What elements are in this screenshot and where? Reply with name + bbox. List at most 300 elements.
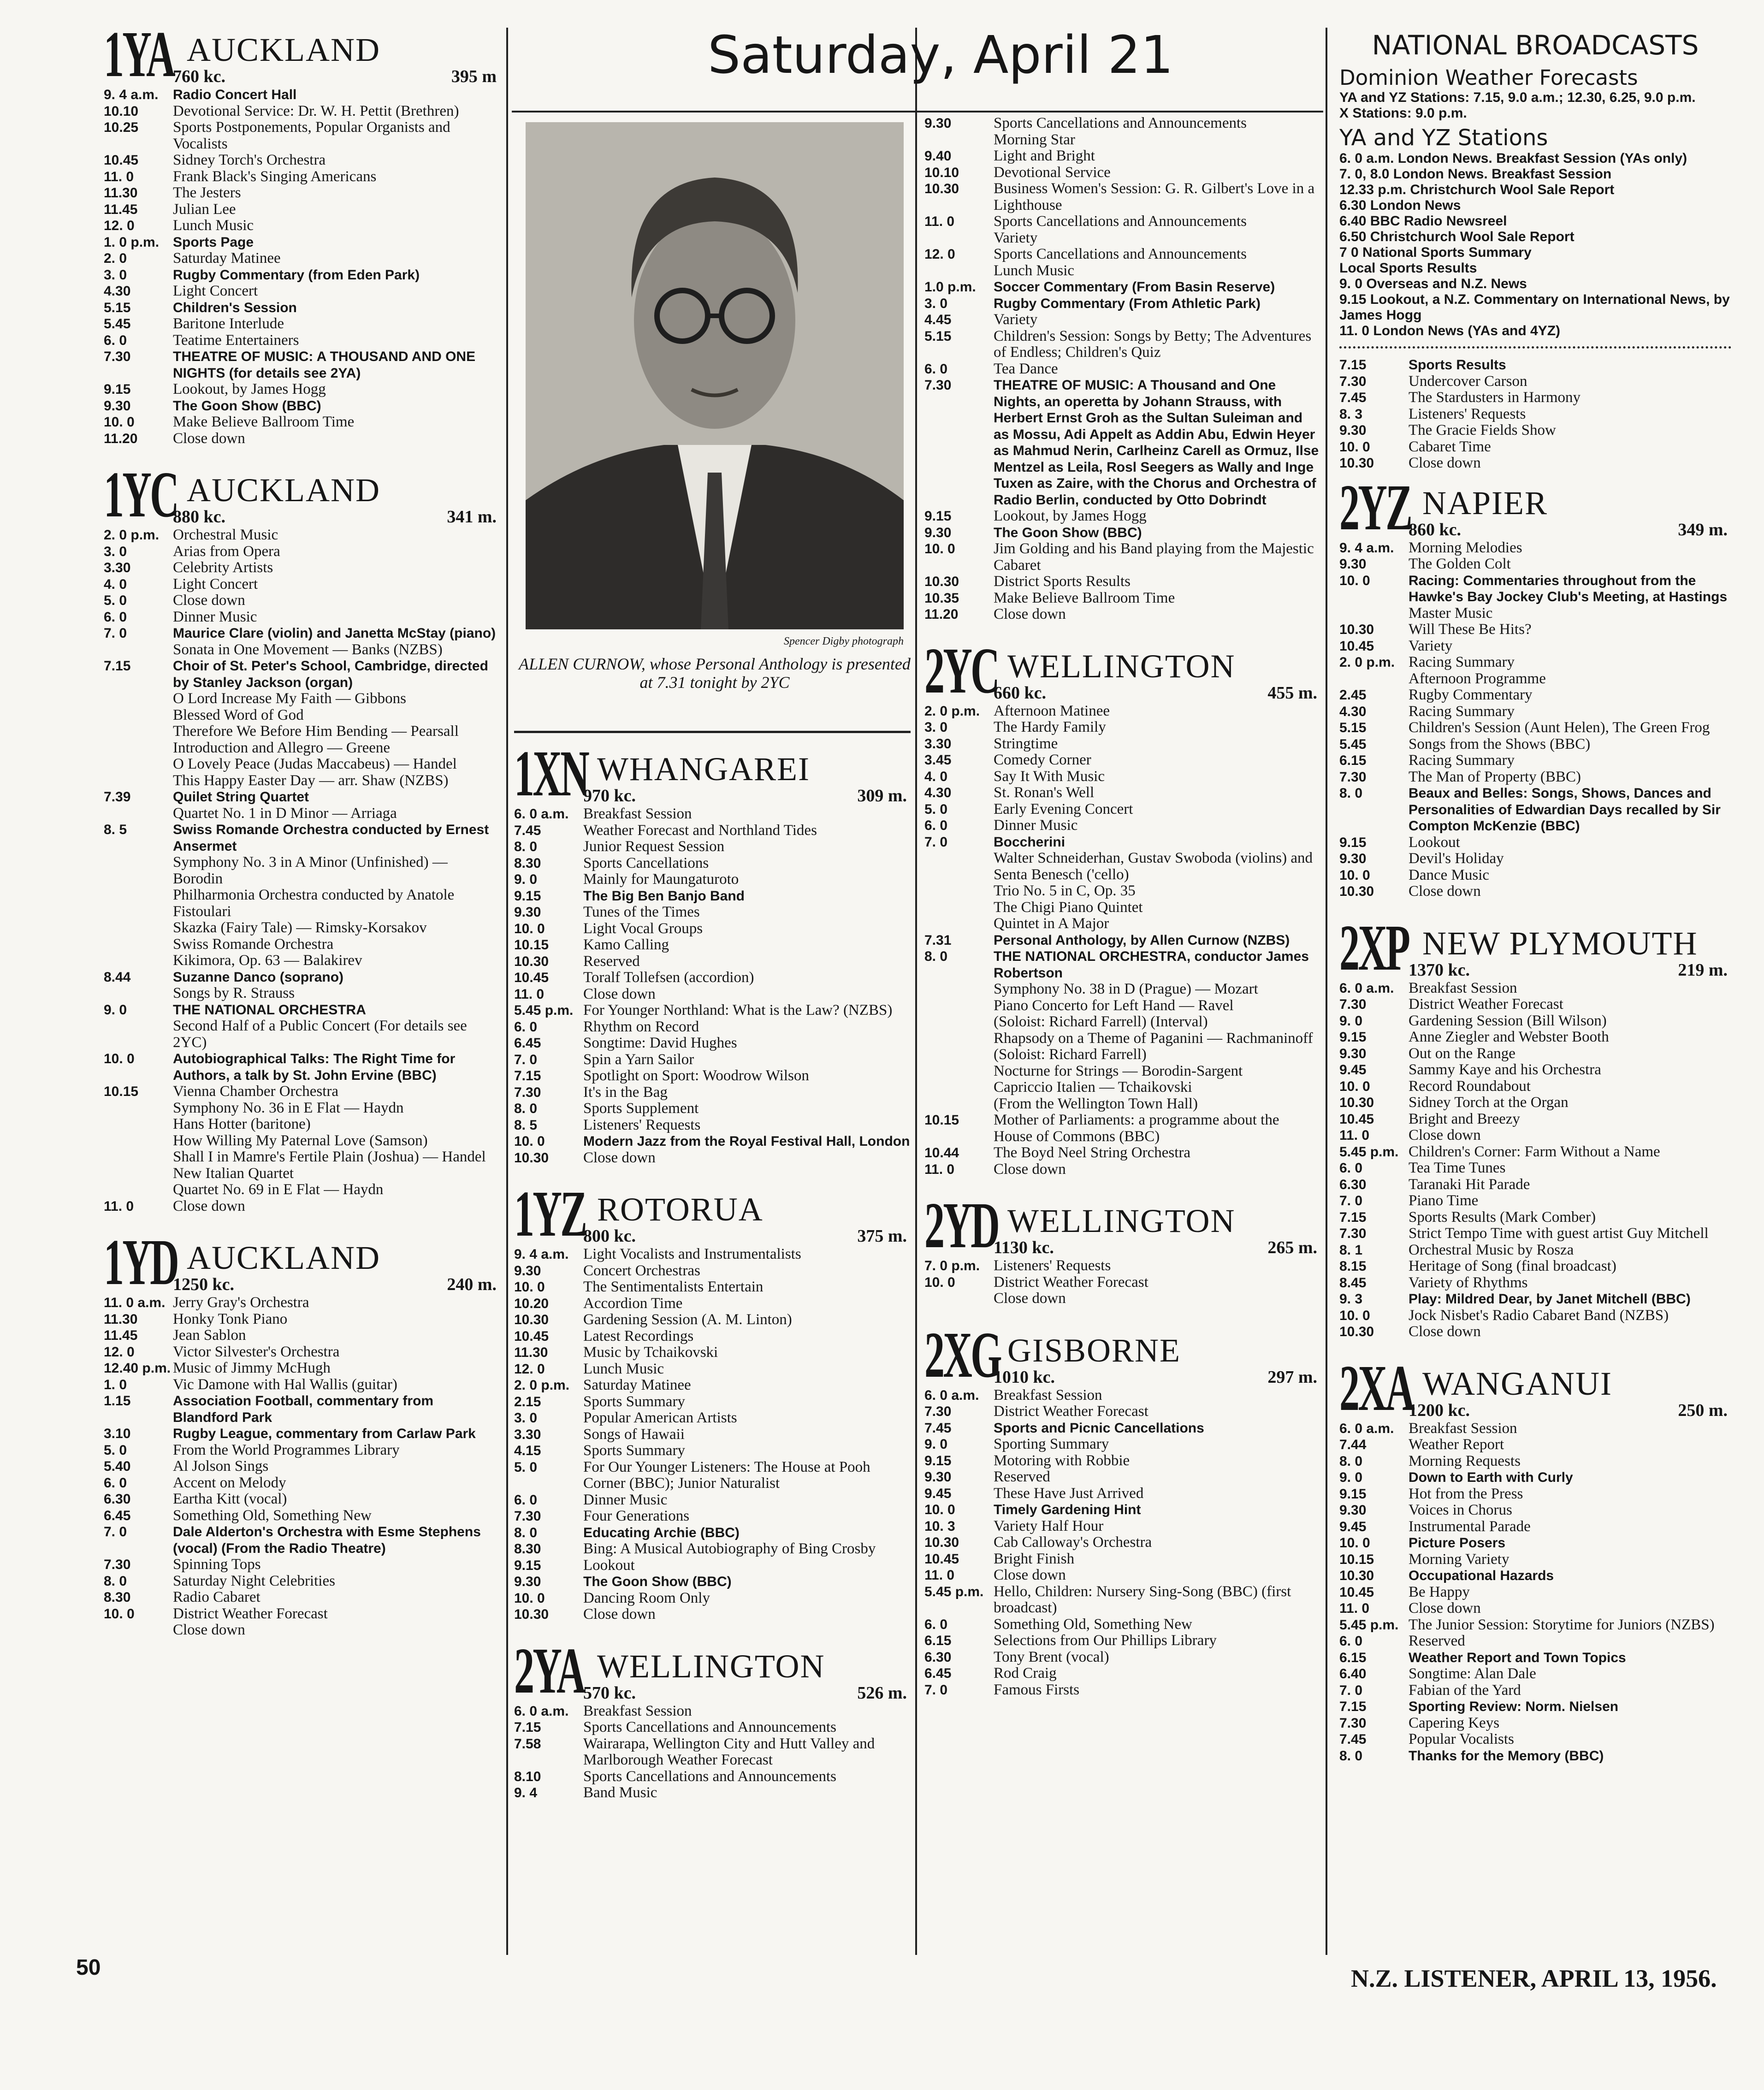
program-entry (924, 1584, 1321, 1616)
program-entry (514, 1263, 911, 1279)
program-title: Sports Cancellations and Announcements (583, 1768, 836, 1785)
program-entry (1339, 622, 1731, 638)
program-entry (514, 1150, 911, 1166)
program-entry (924, 916, 1321, 932)
program-title: Quartet No. 1 in D Minor — Arriaga (173, 805, 397, 822)
program-entry (924, 1096, 1321, 1113)
program-entry (104, 267, 500, 284)
program-time (104, 773, 173, 789)
program-title: Sports Cancellations and Announcements (583, 1719, 836, 1735)
program-time (924, 263, 994, 279)
program-entry (924, 246, 1321, 263)
program-time: 6. 0 (104, 609, 127, 625)
station-header (514, 738, 911, 810)
program-time: 8. 3 (1339, 406, 1363, 422)
program-title: Symphony No. 36 in E Flat — Haydn (173, 1099, 404, 1116)
station-city: ROTORUA (597, 1191, 764, 1228)
ya-line: 9. 0 Overseas and N.Z. News (1339, 276, 1527, 291)
program-time: 7. 0 (104, 626, 127, 641)
program-title: District Weather Forecast (173, 1605, 328, 1622)
program-entry (104, 1442, 500, 1459)
program-time: 8. 0 (924, 949, 948, 964)
program-entry (514, 1785, 911, 1801)
program-title: Dinner Music (173, 608, 257, 625)
program-title: How Willing My Paternal Love (Samson) (173, 1132, 428, 1149)
station-2ya (514, 1634, 911, 1813)
program-entry (104, 936, 500, 953)
program-entry (514, 1427, 911, 1443)
program-time: 6. 0 (1339, 1634, 1363, 1649)
program-entry (514, 1002, 911, 1019)
program-title: Will These Be Hits? (1409, 621, 1532, 638)
program-time: 9.30 (1339, 557, 1367, 572)
program-title: Radio Cabaret (173, 1589, 260, 1605)
program-entry (924, 328, 1321, 361)
program-entry (104, 789, 500, 805)
program-title: O Lord Increase My Faith — Gibbons (173, 690, 406, 707)
program-time: 6.30 (1339, 1177, 1367, 1192)
program-title: For Younger Northland: What is the Law? (NZBS) (583, 1002, 893, 1018)
program-title: Orchestral Music (173, 527, 278, 543)
program-title: Occupational Hazards (1409, 1568, 1554, 1583)
program-title: Light Vocalists and Instrumentalists (583, 1246, 801, 1262)
program-time: 10. 0 (514, 1590, 545, 1606)
portrait-image (526, 122, 904, 629)
program-entry (104, 250, 500, 267)
program-title: Sports Supplement (583, 1100, 699, 1117)
program-title: Reserved (994, 1468, 1050, 1485)
program-time: 11.20 (924, 607, 959, 622)
program-title: Sports Postponements, Popular Organists and Vocalists (173, 119, 450, 152)
program-entry (924, 1469, 1321, 1486)
program-title: The Stardusters in Harmony (1409, 389, 1581, 406)
program-entry (104, 1458, 500, 1475)
program-title: Down to Earth with Curly (1409, 1470, 1573, 1485)
program-entry (924, 1030, 1321, 1047)
program-title: Famous Firsts (994, 1681, 1080, 1698)
program-entry (514, 921, 911, 937)
program-time: 10. 0 (514, 1134, 545, 1149)
program-time: 9.45 (1339, 1519, 1367, 1534)
program-entry (104, 1083, 500, 1100)
program-time: 7.30 (104, 1557, 131, 1572)
station-callsign: 1YC (104, 458, 178, 531)
program-time: 10.10 (924, 165, 959, 180)
station-2xp (1339, 911, 1731, 1352)
program-title: Anne Ziegler and Webster Booth (1409, 1029, 1609, 1045)
program-title: Bright Finish (994, 1550, 1075, 1567)
program-title: Nocturne for Strings — Borodin-Sargent (994, 1062, 1243, 1079)
station-city: NEW PLYMOUTH (1422, 924, 1698, 962)
program-entry (1339, 455, 1731, 472)
program-title: The Jesters (173, 184, 241, 201)
program-entry (1339, 1193, 1731, 1209)
program-time: 5. 0 (104, 593, 127, 608)
program-time: 10.35 (924, 590, 959, 606)
program-title: Reserved (583, 953, 640, 970)
program-title: Songs from the Shows (BBC) (1409, 735, 1591, 752)
program-time: 4. 0 (924, 769, 948, 784)
ya-line: 9.15 Lookout, a N.Z. Commentary on International News, by James Hogg (1339, 292, 1730, 323)
program-time: 8. 0 (104, 1573, 127, 1589)
program-title: Baritone Interlude (173, 315, 284, 332)
station-header (924, 1318, 1321, 1391)
program-entry (514, 1117, 911, 1134)
program-time: 10. 0 (924, 541, 955, 557)
program-time (104, 1622, 173, 1639)
program-time: 9. 0 (1339, 1470, 1363, 1485)
program-time: 10.30 (1339, 1568, 1374, 1583)
station-frequency (994, 683, 1321, 703)
ya-line: 7. 0, 8.0 London News. Breakfast Session (1339, 166, 1612, 182)
program-entry (514, 1296, 911, 1312)
program-title: Bright and Breezy (1409, 1110, 1520, 1127)
program-title: Music by Tchaikovski (583, 1344, 718, 1361)
program-time: 10.10 (104, 103, 139, 119)
program-title: Rhapsody on a Theme of Paganini — Rachmaninoff (994, 1030, 1313, 1047)
program-title: Spin a Yarn Sailor (583, 1051, 694, 1068)
program-title: Breakfast Session (994, 1386, 1102, 1403)
program-time: 3.45 (924, 752, 952, 768)
program-time: 11.45 (104, 1328, 138, 1343)
program-entry (514, 1101, 911, 1117)
program-time: 9.15 (1339, 1486, 1367, 1502)
program-entry (104, 691, 500, 707)
weather-line: X Stations: 9.0 p.m. (1339, 106, 1467, 121)
station-kc: 1010 kc. (994, 1367, 1055, 1387)
program-title: Jock Nisbet's Radio Cabaret Band (NZBS) (1409, 1307, 1669, 1324)
station-wavelength: 240 m. (447, 1275, 497, 1294)
program-title: Hans Hotter (baritone) (173, 1116, 311, 1132)
program-time (104, 953, 173, 969)
station-kc: 1370 kc. (1409, 960, 1470, 980)
program-title: Lunch Music (994, 262, 1075, 279)
program-time: 10.45 (1339, 1584, 1374, 1600)
program-title: Listeners' Requests (583, 1116, 701, 1133)
program-entry (514, 1052, 911, 1068)
program-title: Strict Tempo Time with guest artist Guy Mitchell (1409, 1225, 1709, 1242)
program-title: Rhythm on Record (583, 1018, 699, 1035)
program-entry (104, 576, 500, 593)
program-title: District Weather Forecast (994, 1403, 1148, 1420)
program-time: 9. 3 (1339, 1291, 1363, 1307)
program-entry (924, 1161, 1321, 1178)
program-title: Make Believe Ballroom Time (994, 589, 1175, 606)
program-time: 3.30 (924, 736, 952, 752)
program-time: 10.30 (1339, 1095, 1374, 1110)
program-time: 6.45 (514, 1036, 541, 1051)
program-title: Sports Cancellations and Announcements (994, 246, 1247, 262)
program-time: 6. 0 (924, 818, 948, 833)
program-title: Lookout, by James Hogg (173, 381, 326, 397)
station-callsign: 2XP (1339, 911, 1409, 984)
program-title: Close down (173, 430, 245, 447)
program-time: 6.45 (104, 1508, 131, 1523)
program-time: 8.30 (514, 1541, 541, 1557)
program-title: Introduction and Allegro — Greene (173, 739, 391, 756)
station-header (104, 18, 500, 90)
column-rule (915, 28, 917, 1955)
station-header (1339, 470, 1731, 544)
program-title: Light Concert (173, 575, 258, 592)
program-title: Children's Session (173, 300, 297, 315)
program-title: Children's Session (Aunt Helen), The Green Frog (1409, 719, 1710, 736)
program-time (924, 1030, 994, 1047)
ya-line: 11. 0 London News (YAs and 4YZ) (1339, 323, 1561, 338)
program-entry (104, 920, 500, 936)
program-time (924, 900, 994, 916)
program-time: 10.45 (514, 970, 549, 985)
program-entry (104, 723, 500, 740)
program-time: 8. 0 (514, 1525, 538, 1540)
program-entry (924, 1420, 1321, 1437)
program-time: 10. 0 (514, 1279, 545, 1295)
program-time: 11.30 (514, 1345, 548, 1360)
program-time: 4.15 (514, 1443, 541, 1458)
program-time: 9.30 (1339, 1046, 1367, 1061)
station-2yc (924, 634, 1321, 1190)
program-time (104, 985, 173, 1002)
program-title: Close down (583, 1149, 656, 1166)
program-title: These Have Just Arrived (994, 1485, 1144, 1502)
program-title: Voices in Chorus (1409, 1502, 1512, 1518)
program-title: Undercover Carson (1409, 373, 1527, 390)
program-entry (1339, 785, 1731, 835)
program-entry (104, 740, 500, 757)
program-title: Teatime Entertainers (173, 332, 299, 349)
program-title: Morning Melodies (1409, 539, 1522, 556)
program-title: Listeners' Requests (994, 1257, 1111, 1274)
program-title: Songtime: David Hughes (583, 1035, 737, 1051)
station-kc: 660 kc. (994, 683, 1046, 703)
program-time: 8.45 (1339, 1275, 1367, 1291)
program-entry (104, 349, 500, 381)
program-time: 5.45 p.m. (1339, 1144, 1399, 1160)
program-entry (924, 312, 1321, 328)
program-entry (104, 398, 500, 414)
program-title: Lookout (1409, 834, 1460, 851)
program-title: Devotional Service: Dr. W. H. Pettit (Brethren) (173, 102, 459, 119)
program-entry (924, 1274, 1321, 1291)
program-title: For Our Younger Listeners: The House at Pooh Corner (BBC); Junior Naturalist (583, 1458, 870, 1492)
program-title: Honky Tonk Piano (173, 1310, 288, 1327)
program-title: Close down (994, 606, 1066, 622)
program-entry (514, 1084, 911, 1101)
station-name-block (173, 1241, 500, 1295)
program-entry (924, 1633, 1321, 1649)
program-entry (104, 642, 500, 658)
program-time (924, 883, 994, 900)
program-title: Quilet String Quartet (173, 789, 309, 805)
program-title: The Gracie Fields Show (1409, 422, 1556, 438)
program-title: Beaux and Belles: Songs, Shows, Dances and Personalities of Edwardian Days recalled by Sir Compton McKenzie (BBC) (1409, 786, 1721, 834)
program-title: Songs of Hawaii (583, 1426, 685, 1443)
program-time (104, 887, 173, 920)
program-time: 5.15 (1339, 720, 1367, 735)
program-time: 10.30 (514, 1312, 549, 1327)
ya-line: 7 0 National Sports Summary (1339, 245, 1532, 260)
station-kc: 970 kc. (583, 786, 636, 805)
station-1ya (104, 18, 500, 459)
program-title: The Sentimentalists Entertain (583, 1279, 764, 1295)
program-time: 11. 0 (924, 1161, 955, 1177)
program-title: Close down (1409, 883, 1481, 900)
program-time (104, 740, 173, 757)
station-wavelength: 297 m. (1267, 1367, 1317, 1387)
program-entry (104, 1100, 500, 1117)
program-title: New Italian Quartet (173, 1165, 294, 1182)
station-frequency (173, 1274, 500, 1295)
program-entry (924, 1014, 1321, 1030)
program-title: Sports Results (1409, 357, 1506, 373)
program-entry (924, 1616, 1321, 1633)
program-title: Suzanne Danco (soprano) (173, 969, 344, 985)
program-title: Julian Lee (173, 201, 236, 218)
program-time: 7. 0 (104, 1524, 127, 1539)
program-title: Jim Golding and his Band playing from the Majestic Cabaret (994, 540, 1314, 574)
program-entry (924, 900, 1321, 916)
program-time: 9.15 (104, 382, 131, 397)
program-title: Philharmonia Orchestra conducted by Anatole Fistoulari (173, 887, 455, 920)
program-time: 3. 0 (924, 720, 948, 735)
station-name-block (173, 474, 500, 527)
program-entry (924, 1551, 1321, 1568)
program-time: 5.45 p.m. (514, 1003, 574, 1018)
program-entry (924, 1665, 1321, 1682)
station-frequency (583, 1226, 911, 1246)
station-callsign: 2YZ (1339, 470, 1411, 544)
program-entry (924, 1682, 1321, 1699)
program-title: Celebrity Artists (173, 559, 273, 576)
program-entry (924, 590, 1321, 607)
program-title: Variety Half Hour (994, 1517, 1104, 1534)
station-wavelength: 219 m. (1678, 960, 1728, 980)
program-entry (924, 1502, 1321, 1518)
program-title: Thanks for the Memory (BBC) (1409, 1748, 1604, 1764)
station-callsign: 2XG (924, 1318, 1000, 1391)
program-entry (514, 1606, 911, 1623)
photo-credit: Spencer Digby photograph (784, 635, 904, 647)
program-time: 7.30 (1339, 1715, 1367, 1731)
program-time: 6. 0 a.m. (1339, 980, 1394, 996)
program-time: 9.30 (924, 525, 952, 540)
program-title: Quartet No. 69 in E Flat — Haydn (173, 1181, 384, 1198)
program-title: Motoring with Robbie (994, 1452, 1130, 1469)
program-title: Capering Keys (1409, 1714, 1500, 1731)
program-title: Second Half of a Public Concert (For details see 2YC) (173, 1018, 467, 1051)
program-time: 7.15 (104, 658, 131, 674)
station-city: AUCKLAND (187, 31, 380, 68)
program-title: Children's Session: Songs by Betty; The Adventures of Endless; Children's Quiz (994, 327, 1312, 361)
station-name-block (173, 33, 500, 87)
program-title: Say It With Music (994, 768, 1105, 785)
program-title: Walter Schneiderhan, Gustav Swoboda (violins) and Senta Benesch ('cello) (994, 850, 1313, 883)
program-entry (1339, 1666, 1731, 1682)
program-entry (924, 1649, 1321, 1666)
program-entry (104, 1508, 500, 1524)
program-entry (104, 1198, 500, 1215)
program-entry (514, 1019, 911, 1036)
program-time (924, 1291, 994, 1307)
program-title: Close down (994, 1290, 1066, 1307)
program-time: 6. 0 (104, 1475, 127, 1491)
program-time: 10. 0 (104, 1606, 135, 1622)
program-time: 7.15 (1339, 1699, 1367, 1714)
program-time: 10.30 (1339, 884, 1374, 899)
program-title: Songs by R. Strauss (173, 985, 295, 1001)
program-title: Breakfast Session (583, 1702, 692, 1719)
wavy-rule (1339, 342, 1731, 349)
program-entry (514, 1394, 911, 1410)
program-time: 4.30 (1339, 704, 1367, 719)
program-time: 7. 0 (514, 1052, 538, 1067)
program-entry (104, 805, 500, 822)
program-time: 10.45 (1339, 638, 1374, 654)
program-time: 3.30 (514, 1427, 541, 1442)
program-title: (Soloist: Richard Farrell) (Interval) (994, 1013, 1208, 1030)
program-entry (104, 169, 500, 185)
program-entry (1339, 736, 1731, 753)
program-time: 10.30 (1339, 456, 1374, 471)
program-entry (924, 525, 1321, 541)
page-number: 50 (76, 1955, 101, 1980)
program-title: Out on the Range (1409, 1045, 1515, 1062)
program-title: Music of Jimmy McHugh (173, 1360, 331, 1376)
program-title: Sports and Picnic Cancellations (994, 1420, 1204, 1436)
program-entry (1339, 1029, 1731, 1046)
program-entry (104, 1182, 500, 1198)
program-entry (1339, 390, 1731, 406)
program-time: 9.30 (1339, 423, 1367, 438)
program-time: 11.45 (104, 201, 138, 217)
station-1yz (514, 1177, 911, 1635)
program-title: Children's Corner: Farm Without a Name (1409, 1143, 1660, 1160)
program-entry (104, 773, 500, 789)
program-title: Close down (583, 1606, 656, 1622)
program-entry (1339, 1291, 1731, 1308)
program-title: Sporting Review: Norm. Nielsen (1409, 1699, 1619, 1714)
program-entry (514, 1068, 911, 1084)
program-entry (1339, 1535, 1731, 1551)
program-time: 7.15 (1339, 1209, 1367, 1225)
program-entry (514, 888, 911, 905)
weather-lines (1339, 90, 1731, 121)
program-time: 5.45 p.m. (924, 1584, 984, 1599)
program-entry (514, 839, 911, 855)
program-entry (104, 592, 500, 609)
station-city: WELLINGTON (597, 1647, 825, 1685)
program-entry (514, 1736, 911, 1769)
program-time: 7.58 (514, 1736, 541, 1752)
station-2xa (1339, 1351, 1731, 1776)
program-title: Frank Black's Singing Americans (173, 168, 377, 185)
ya-line: 6. 0 a.m. London News. Breakfast Session (YAs only) (1339, 151, 1687, 166)
program-time (924, 1047, 994, 1063)
program-entry (924, 1047, 1321, 1063)
program-time: 8.44 (104, 969, 131, 985)
program-time: 7.30 (1339, 997, 1367, 1012)
program-time: 10.20 (514, 1296, 549, 1311)
program-entry (104, 152, 500, 169)
program-entry (1339, 1111, 1731, 1128)
program-title: The Junior Session: Storytime for Juniors (NZBS) (1409, 1616, 1715, 1633)
station-frequency (173, 66, 500, 87)
program-time: 1.15 (104, 1393, 131, 1409)
program-entry (1339, 1437, 1731, 1453)
program-time (924, 1096, 994, 1113)
program-time: 10.45 (514, 1328, 549, 1344)
column-1 (104, 18, 500, 1946)
